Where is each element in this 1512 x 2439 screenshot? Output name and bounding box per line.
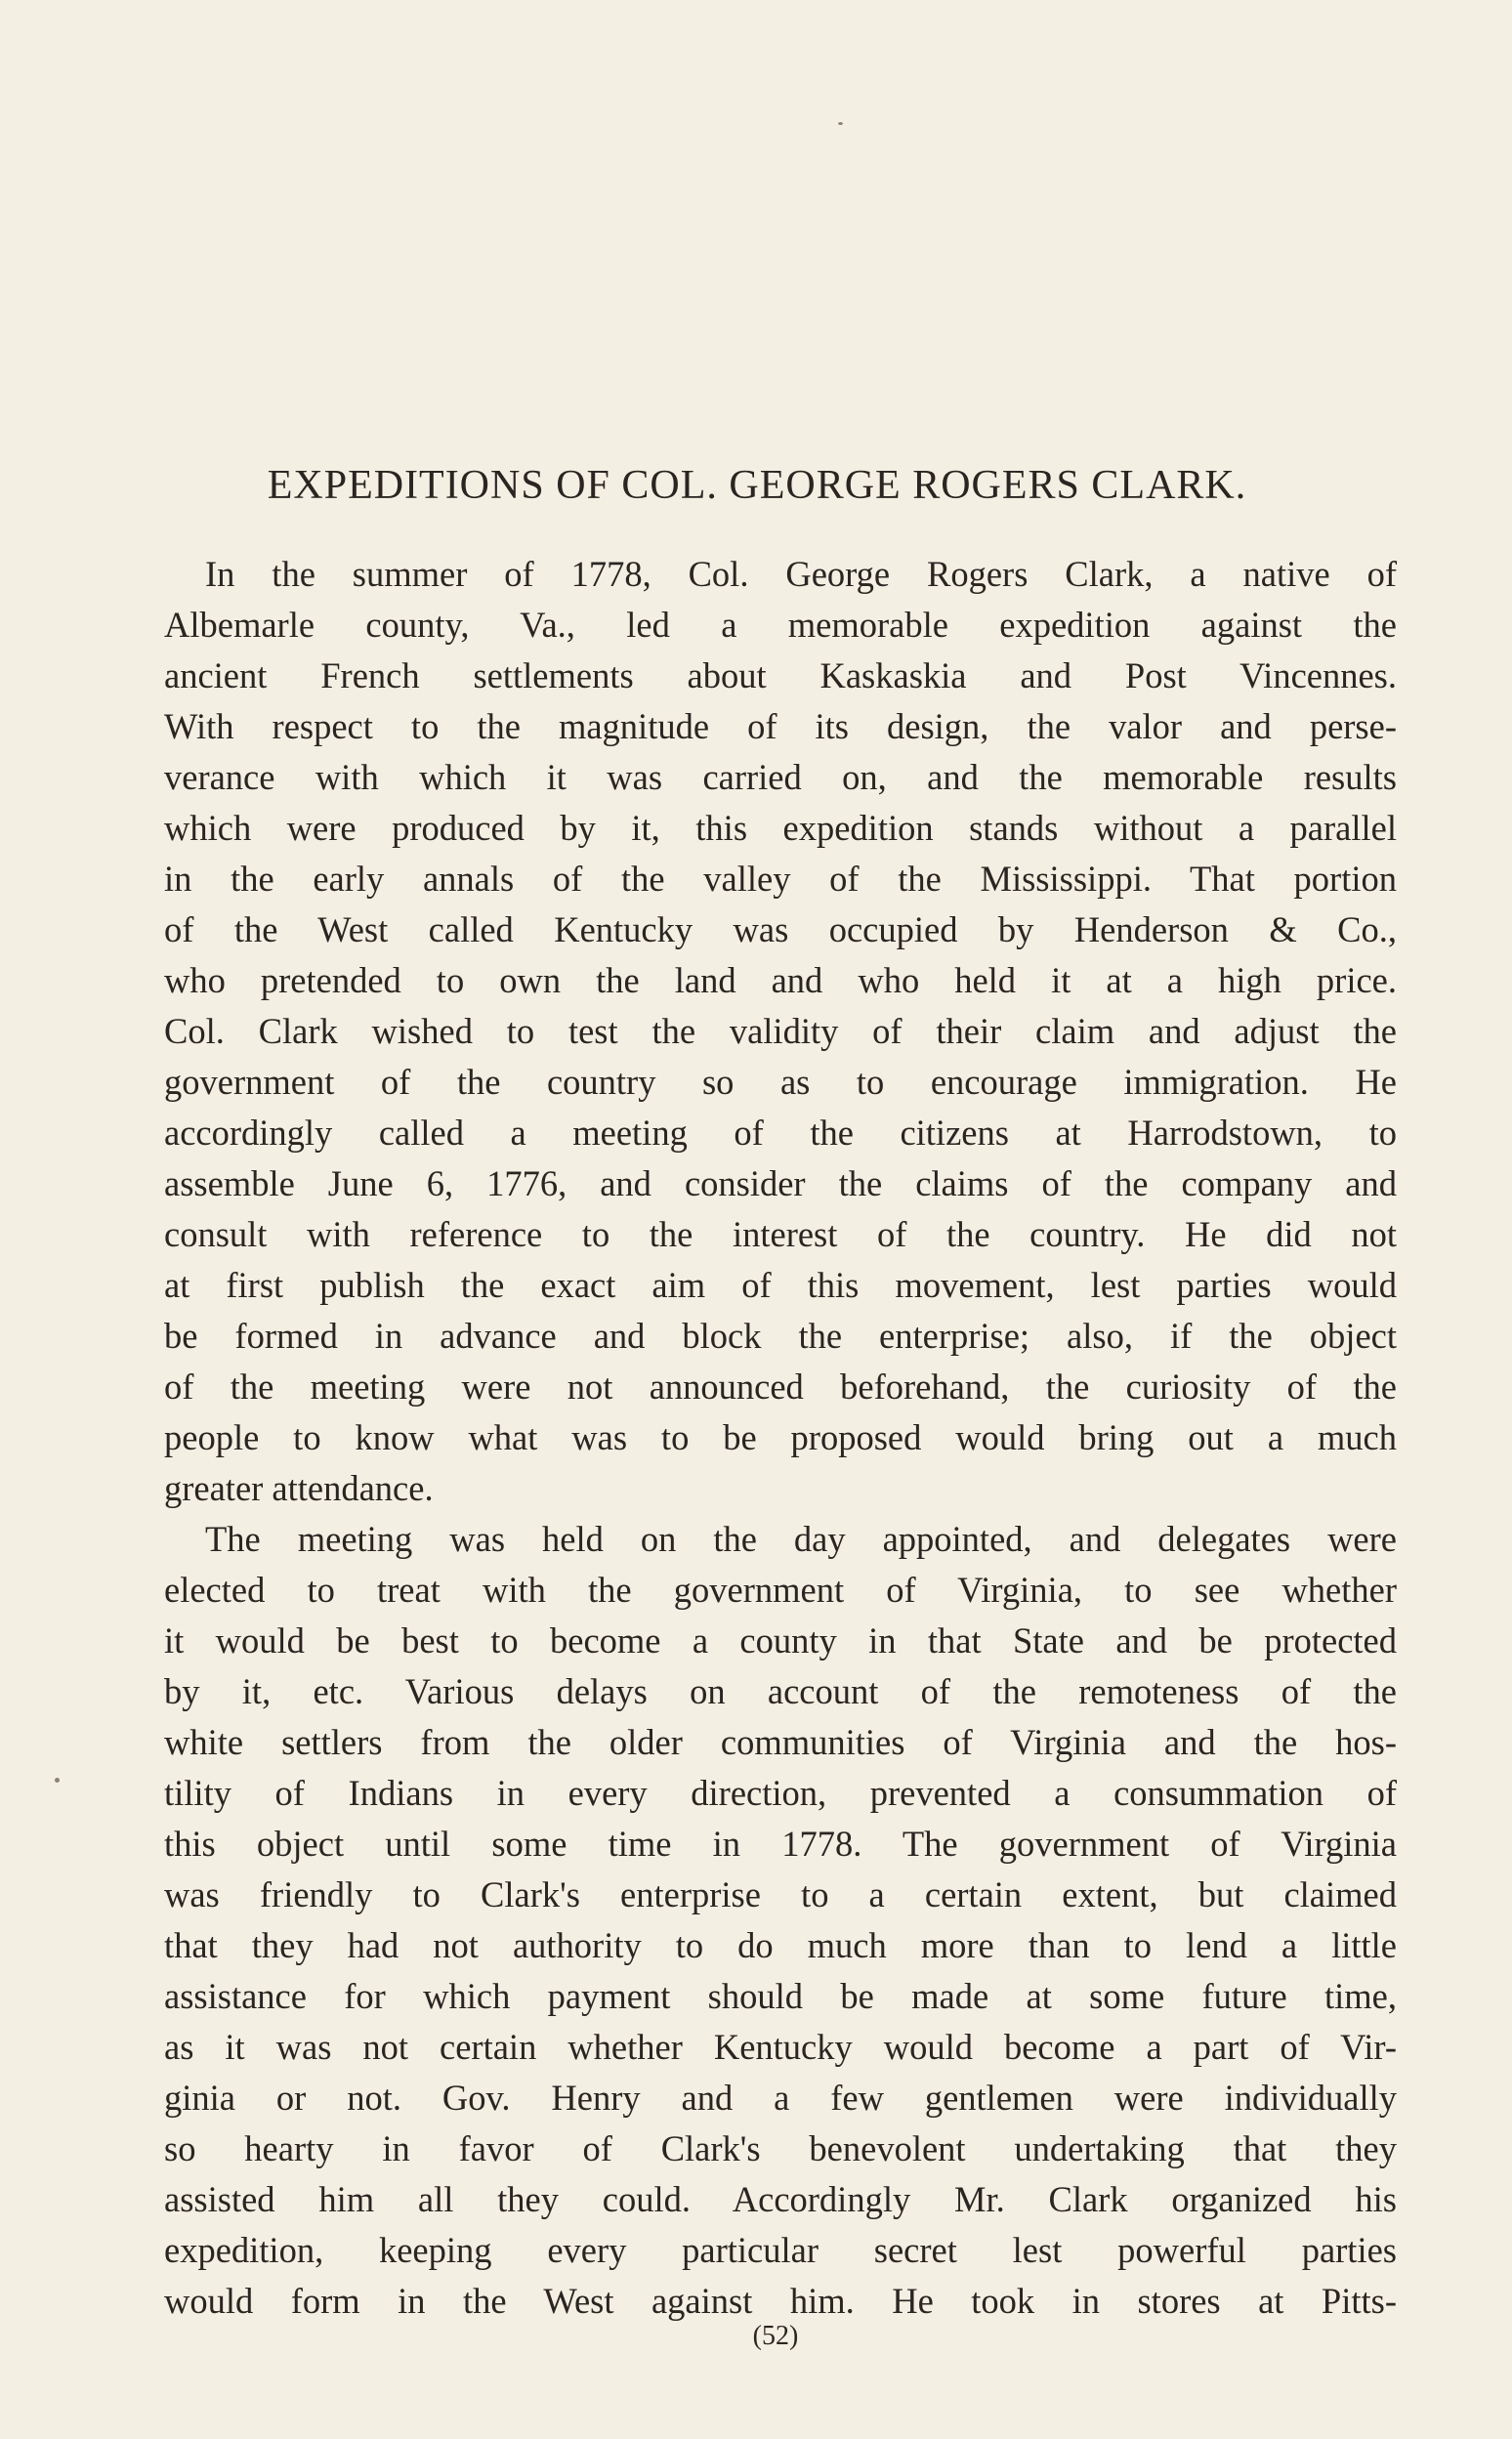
text-line: this object until some time in 1778. The government of Virginia bbox=[164, 1824, 1397, 1864]
text-line: ginia or not. Gov. Henry and a few gentlemen were individually bbox=[164, 2078, 1397, 2118]
text-line: assistance for which payment should be made at some future time, bbox=[164, 1976, 1397, 2016]
text-line: With respect to the magnitude of its design, the valor and perse- bbox=[164, 706, 1397, 746]
text-line: Albemarle county, Va., led a memorable expedition against the bbox=[164, 605, 1397, 645]
text-line: verance with which it was carried on, and the memorable results bbox=[164, 757, 1397, 797]
text-line: at first publish the exact aim of this movement, lest parties would bbox=[164, 1265, 1397, 1305]
text-line: In the summer of 1778, Col. George Rogers Clark, a native of bbox=[205, 554, 1397, 594]
text-line: Col. Clark wished to test the validity of their claim and adjust the bbox=[164, 1011, 1397, 1051]
paper-speck bbox=[838, 122, 843, 125]
page-number: (52) bbox=[752, 2321, 799, 2351]
body-text bbox=[164, 549, 1397, 2327]
text-line: of the meeting were not announced beforehand, the curiosity of the bbox=[164, 1367, 1397, 1407]
text-line: The meeting was held on the day appointed, and delegates were bbox=[205, 1519, 1397, 1559]
text-line: tility of Indians in every direction, prevented a consummation of bbox=[164, 1773, 1397, 1813]
text-line: as it was not certain whether Kentucky would become a part of Vir- bbox=[164, 2027, 1397, 2067]
text-line: was friendly to Clark's enterprise to a certain extent, but claimed bbox=[164, 1874, 1397, 1914]
text-line: would form in the West against him. He took in stores at Pitts- bbox=[164, 2281, 1397, 2321]
text-line: white settlers from the older communities of Virginia and the hos- bbox=[164, 1722, 1397, 1762]
text-line: of the West called Kentucky was occupied by Henderson & Co., bbox=[164, 909, 1397, 949]
text-line: people to know what was to be proposed would bring out a much bbox=[164, 1417, 1397, 1457]
text-line: consult with reference to the interest of the country. He did not bbox=[164, 1214, 1397, 1254]
text-line: by it, etc. Various delays on account of the remoteness of the bbox=[164, 1671, 1397, 1711]
text-line: elected to treat with the government of Virginia, to see whether bbox=[164, 1570, 1397, 1610]
text-line: government of the country so as to encourage immigration. He bbox=[164, 1062, 1397, 1102]
text-line: which were produced by it, this expedition stands without a parallel bbox=[164, 808, 1397, 848]
paper-speck bbox=[55, 1778, 60, 1783]
text-line: accordingly called a meeting of the citizens at Harrodstown, to bbox=[164, 1113, 1397, 1153]
text-line: who pretended to own the land and who held it at a high price. bbox=[164, 960, 1397, 1000]
text-line: ancient French settlements about Kaskaskia and Post Vincennes. bbox=[164, 655, 1397, 695]
text-line: be formed in advance and block the enterprise; also, if the object bbox=[164, 1316, 1397, 1356]
text-line: in the early annals of the valley of the Mississippi. That portion bbox=[164, 859, 1397, 899]
text-line: greater attendance. bbox=[164, 1468, 434, 1508]
text-line: so hearty in favor of Clark's benevolent undertaking that they bbox=[164, 2128, 1397, 2168]
text-line: expedition, keeping every particular secret lest powerful parties bbox=[164, 2230, 1397, 2270]
chapter-title: EXPEDITIONS OF COL. GEORGE ROGERS CLARK. bbox=[267, 463, 1247, 508]
text-line: assisted him all they could. Accordingly Mr. Clark organized his bbox=[164, 2179, 1397, 2219]
text-line: that they had not authority to do much more than to lend a little bbox=[164, 1925, 1397, 1965]
text-line: assemble June 6, 1776, and consider the claims of the company and bbox=[164, 1163, 1397, 1203]
text-line: it would be best to become a county in that State and be protected bbox=[164, 1620, 1397, 1661]
